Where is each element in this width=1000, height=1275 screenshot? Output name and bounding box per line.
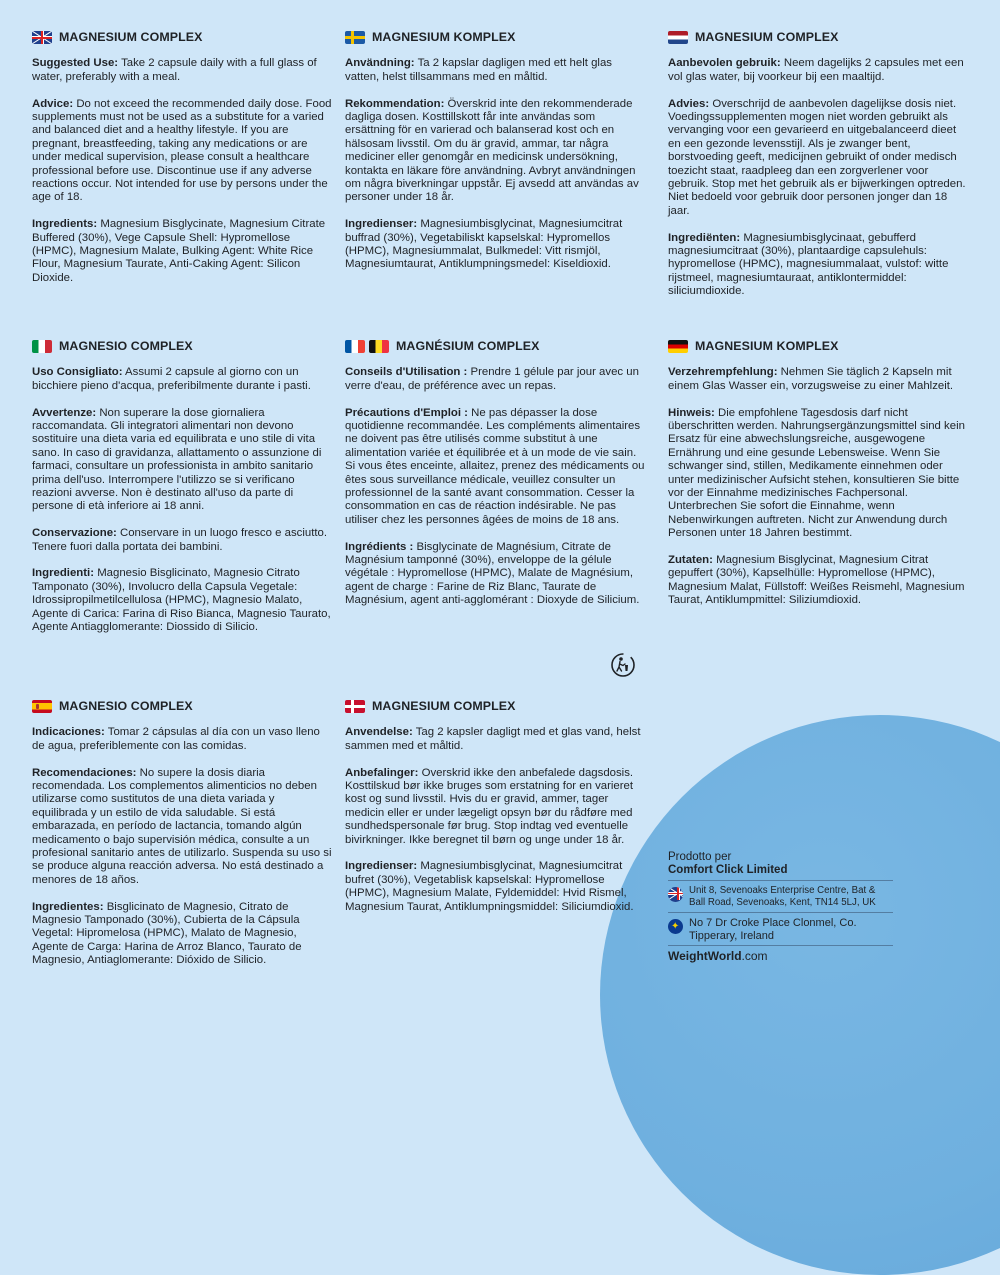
ingredients-paragraph: Ingredienser: Magnesiumbisglycinat, Magnesiumcitrat bufret (30%), Vegetablisk kapselskal: Hypromellose (HPMC), Magnesium Malate, Fyldemiddel: Hvid Rismel, Magnesium Taurat, Antiklumpningsmiddel: Siliciumdioxid. xyxy=(345,860,634,913)
dispose-tidyman-icon xyxy=(610,652,636,678)
usage-paragraph: Anvendelse: Tag 2 kapsler dagligt med et glas vand, helst sammen med et måltid. xyxy=(345,726,641,752)
usage-paragraph: Aanbevolen gebruik: Neem dagelijks 2 capsules met een vol glas water, bij voorkeur bij een maaltijd. xyxy=(668,57,964,83)
advice-paragraph: Rekommendation: Överskrid inte den rekommenderade dagliga dosen. Kosttillskott får inte användas som ersättning för en varierad och balanserad kost och en hälsosam livsstil. Om du är gravid, ammar, tar några mediciner eller genomgår en medicinsk undersökning, kontakta en läkare före användning. Avbryt användningen om några biverkningar uppstår. Ej avsedd att användas av personer under 18 år. xyxy=(345,97,639,204)
company-name: Comfort Click Limited xyxy=(668,863,788,876)
section-se xyxy=(345,31,645,285)
usage-paragraph: Uso Consigliato: Assumi 2 capsule al giorno con un bicchiere pieno d'acqua, preferibilmente durante i pasti. xyxy=(32,366,311,392)
divider xyxy=(668,945,893,946)
belgium-flag-icon xyxy=(369,340,389,353)
section-title: MAGNÉSIUM COMPLEX xyxy=(396,339,540,353)
uk-flag-icon xyxy=(668,887,683,902)
uk-address-text: Unit 8, Sevenoaks Enterprise Centre, Bat & Ball Road, Sevenoaks, Kent, TN14 5LJ, UK xyxy=(689,885,876,908)
sweden-flag-icon xyxy=(345,31,365,44)
advice-paragraph: Advice: Do not exceed the recommended daily dose. Food supplements must not be used as a substitute for a varied and balanced diet and a healthy lifestyle. If you are pregnant, breastfeeding, taking any medications or are under medical supervision, please consult a healthcare professional before use. Discontinue use if any adverse reactions occur. Not intended for use by persons under the age of 18. xyxy=(32,97,332,204)
usage-paragraph: Användning: Ta 2 kapslar dagligen med ett helt glas vatten, helst tillsammans med en måltid. xyxy=(345,57,612,83)
section-title: MAGNESIUM COMPLEX xyxy=(372,699,516,713)
divider xyxy=(668,880,893,881)
advice-paragraph: Avvertenze: Non superare la dose giornaliera raccomandata. Gli integratori alimentari non devono sostituire una dieta varia ed equilibrata e uno stile di vita sano. In caso di gravidanza, allattamento o assunzione di farmaci, consultare un professionista in ambito sanitario prima dell'uso. Interrompere l'utilizzo se si verificano reazioni avverse. Non è destinato all'uso da parte di persone di età inferiore ai 18 anni. xyxy=(32,406,322,513)
section-header xyxy=(345,340,645,353)
section-es xyxy=(32,700,332,981)
italy-flag-icon xyxy=(32,340,52,353)
section-header xyxy=(668,31,968,44)
denmark-flag-icon xyxy=(345,700,365,713)
usage-paragraph: Indicaciones: Tomar 2 cápsulas al día con un vaso lleno de agua, preferiblemente con las comidas. xyxy=(32,726,320,752)
ie-address xyxy=(668,917,893,942)
advice-paragraph: Hinweis: Die empfohlene Tagesdosis darf nicht überschritten werden. Nahrungsergänzungsmittel sind kein Ersatz für eine abwechslungsreiche, ausgewogene Ernährung und eine gesunde Lebensweise. Wenn Sie schwanger sind, stillen, Medikamente einnehmen oder unter medizinischer Aufsicht stehen, konsultieren Sie bitte vor der Einnahme medizinisches Fachpersonal. Unterbrechen Sie sofort die Einnahme, wenn Nebenwirkungen auftreten. Nicht zur Anwendung durch Personen unter 18 Jahren bestimmt. xyxy=(668,406,965,540)
section-header xyxy=(345,31,645,44)
section-title: MAGNESIUM COMPLEX xyxy=(695,30,839,44)
section-title: MAGNESIO COMPLEX xyxy=(59,699,193,713)
section-title: MAGNESIUM COMPLEX xyxy=(59,30,203,44)
advice-paragraph: Précautions d'Emploi : Ne pas dépasser la dose quotidienne recommandée. Les compléments alimentaires ne doivent pas être utilisés comme substitut à une alimentation variée et équilibrée et à un mode de vie sain. Si vous êtes enceinte, allaitez, prenez des médicaments ou êtes sous surveillance médicale, veuillez consulter un professionnel de la santé avant consommation. Cesser la consommation en cas de réaction indésirable. Ne pas utiliser chez les personnes âgées de moins de 18 ans. xyxy=(345,406,645,526)
section-it xyxy=(32,340,332,648)
usage-paragraph: Verzehrempfehlung: Nehmen Sie täglich 2 Kapseln mit einem Glas Wasser ein, vorzugsweise zu einer Mahlzeit. xyxy=(668,366,954,392)
section-header xyxy=(32,700,332,713)
section-de xyxy=(668,340,968,621)
advice-paragraph: Recomendaciones: No supere la dosis diaria recomendada. Los complementos alimenticios no deben utilizarse como sustitutos de una dieta variada y equilibrada y un estilo de vida saludable. Si está embarazada, en período de lactancia, tomando algún medicamento o bajo supervisión médica, consulte a un profesional sanitario antes de utilizarlo. Suspenda su uso si se produce alguna reacción adversa. No está destinado a menores de 18 años. xyxy=(32,766,332,886)
germany-flag-icon xyxy=(668,340,688,353)
ie-address-text: No 7 Dr Croke Place Clonmel, Co. Tipperary, Ireland xyxy=(689,917,857,942)
section-header xyxy=(32,340,332,353)
ingredients-paragraph: Ingrediënten: Magnesiumbisglycinaat, gebufferd magnesiumcitraat (30%), plantaardige capsulehuls: hypromellose (HPMC), magnesiummalaat, vulstof: witte rijstmeel, magnesiumtauraat, antiklontermiddel: siliciumdioxide. xyxy=(668,231,949,298)
section-header xyxy=(32,31,332,44)
usage-paragraph: Conseils d'Utilisation : Prendre 1 gélule par jour avec un verre d'eau, de préférence avec un repas. xyxy=(345,366,639,392)
section-nl xyxy=(668,31,968,312)
ingredients-paragraph: Ingredients: Magnesium Bisglycinate, Magnesium Citrate Buffered (30%), Vege Capsule Shell: Hypromellose (HPMC), Magnesium Malate, Bulking Agent: White Rice Flour, Magnesium Taurate, Anti-Caking Agent: Silicon Dioxide. xyxy=(32,218,326,284)
website: WeightWorld.com xyxy=(668,949,768,963)
spain-flag-icon xyxy=(32,700,52,713)
ingredients-paragraph: Ingredienti: Magnesio Bisglicinato, Magnesio Citrato Tamponato (30%), Involucro della Capsula Vegetale: Idrossipropilmetilcellulosa (HPMC), Magnesio Malato, Agente di Carica: Farina di Riso Bianca, Magnesio Taurato, Agente Antiagglomerante: Diossido di Silicio. xyxy=(32,567,331,634)
section-dk xyxy=(345,700,645,927)
netherlands-flag-icon xyxy=(668,31,688,44)
section-title: MAGNESIUM KOMPLEX xyxy=(372,30,516,44)
ingredients-paragraph: Ingredientes: Bisglicinato de Magnesio, Citrato de Magnesio Tamponado (30%), Cubierta de la Cápsula Vegetal: Hipromelosa (HPMC), Malato de Magnesio, Agente de Carga: Harina de Arroz Blanco, Taurato de Magnesio, Antiaglomerante: Dióxido de Silicio. xyxy=(32,900,302,967)
section-title: MAGNESIUM KOMPLEX xyxy=(695,339,839,353)
advice-paragraph: Anbefalinger: Overskrid ikke den anbefalede dagsdosis. Kosttilskud bør ikke bruges som erstatning for en varieret kost og sund livsstil. Hvis du er gravid, ammer, tager medicin eller er under lægeligt opsyn bør du rådføre med sundhedspersonale før brug. Stop indtag ved eventuelle bivirkninger. Ikke beregnet til børn og unge under 18 år. xyxy=(345,766,634,846)
ingredients-paragraph: Ingredienser: Magnesiumbisglycinat, Magnesiumcitrat buffrad (30%), Vegetabiliskt kapselskal: Hypromellos (HPMC), Magnesiummalat, Bulkmedel: Vitt rismjöl, Magnesiumtaurat, Antiklumpningsmedel: Kiseldioxid. xyxy=(345,218,623,271)
uk-flag-icon xyxy=(32,31,52,44)
usage-paragraph: Suggested Use: Take 2 capsule daily with a full glass of water, preferably with a meal. xyxy=(32,57,317,83)
eu-flag-icon xyxy=(668,919,683,934)
section-header xyxy=(668,340,968,353)
producer-info xyxy=(668,851,893,963)
france-flag-icon xyxy=(345,340,365,353)
decorative-circle xyxy=(600,715,1000,1275)
advice-paragraph: Advies: Overschrijd de aanbevolen dagelijkse dosis niet. Voedingssupplementen mogen niet worden gebruikt als vervanging voor een gevarieerd en uitgebalanceerd dieet en een gezonde levensstijl. Als je zwanger bent, borstvoeding geeft, medicijnen gebruikt of onder medisch toezicht staat, raadpleeg dan een zorgverlener voor gebruik. Stop met het gebruik als er bijwerkingen optreden. Niet bedoeld voor gebruik door personen jonger dan 18 jaar. xyxy=(668,97,966,217)
ingredients-paragraph: Ingrédients : Bisglycinate de Magnésium, Citrate de Magnésium tamponné (30%), enveloppe de la gélule végétale : Hypromellose (HPMC), Malate de Magnésium, agent de charge : Farine de Riz Blanc, Taurate de Magnésium, agent anti-agglomérant : Dioxyde de Silicium. xyxy=(345,540,640,607)
section-fr xyxy=(345,340,645,621)
section-en xyxy=(32,31,332,299)
made-by-label: Prodotto per xyxy=(668,851,732,863)
divider xyxy=(668,912,893,913)
uk-address xyxy=(668,885,893,909)
storage-paragraph: Conservazione: Conservare in un luogo fresco e asciutto. Tenere fuori dalla portata dei bambini. xyxy=(32,527,328,553)
section-header xyxy=(345,700,645,713)
section-title: MAGNESIO COMPLEX xyxy=(59,339,193,353)
ingredients-paragraph: Zutaten: Magnesium Bisglycinat, Magnesium Citrat gepuffert (30%), Kapselhülle: Hypromellose (HPMC), Magnesium Malat, Füllstoff: Weißes Reismehl, Magnesium Taurat, Antiklumpmittel: Siliziumdioxid. xyxy=(668,554,965,607)
